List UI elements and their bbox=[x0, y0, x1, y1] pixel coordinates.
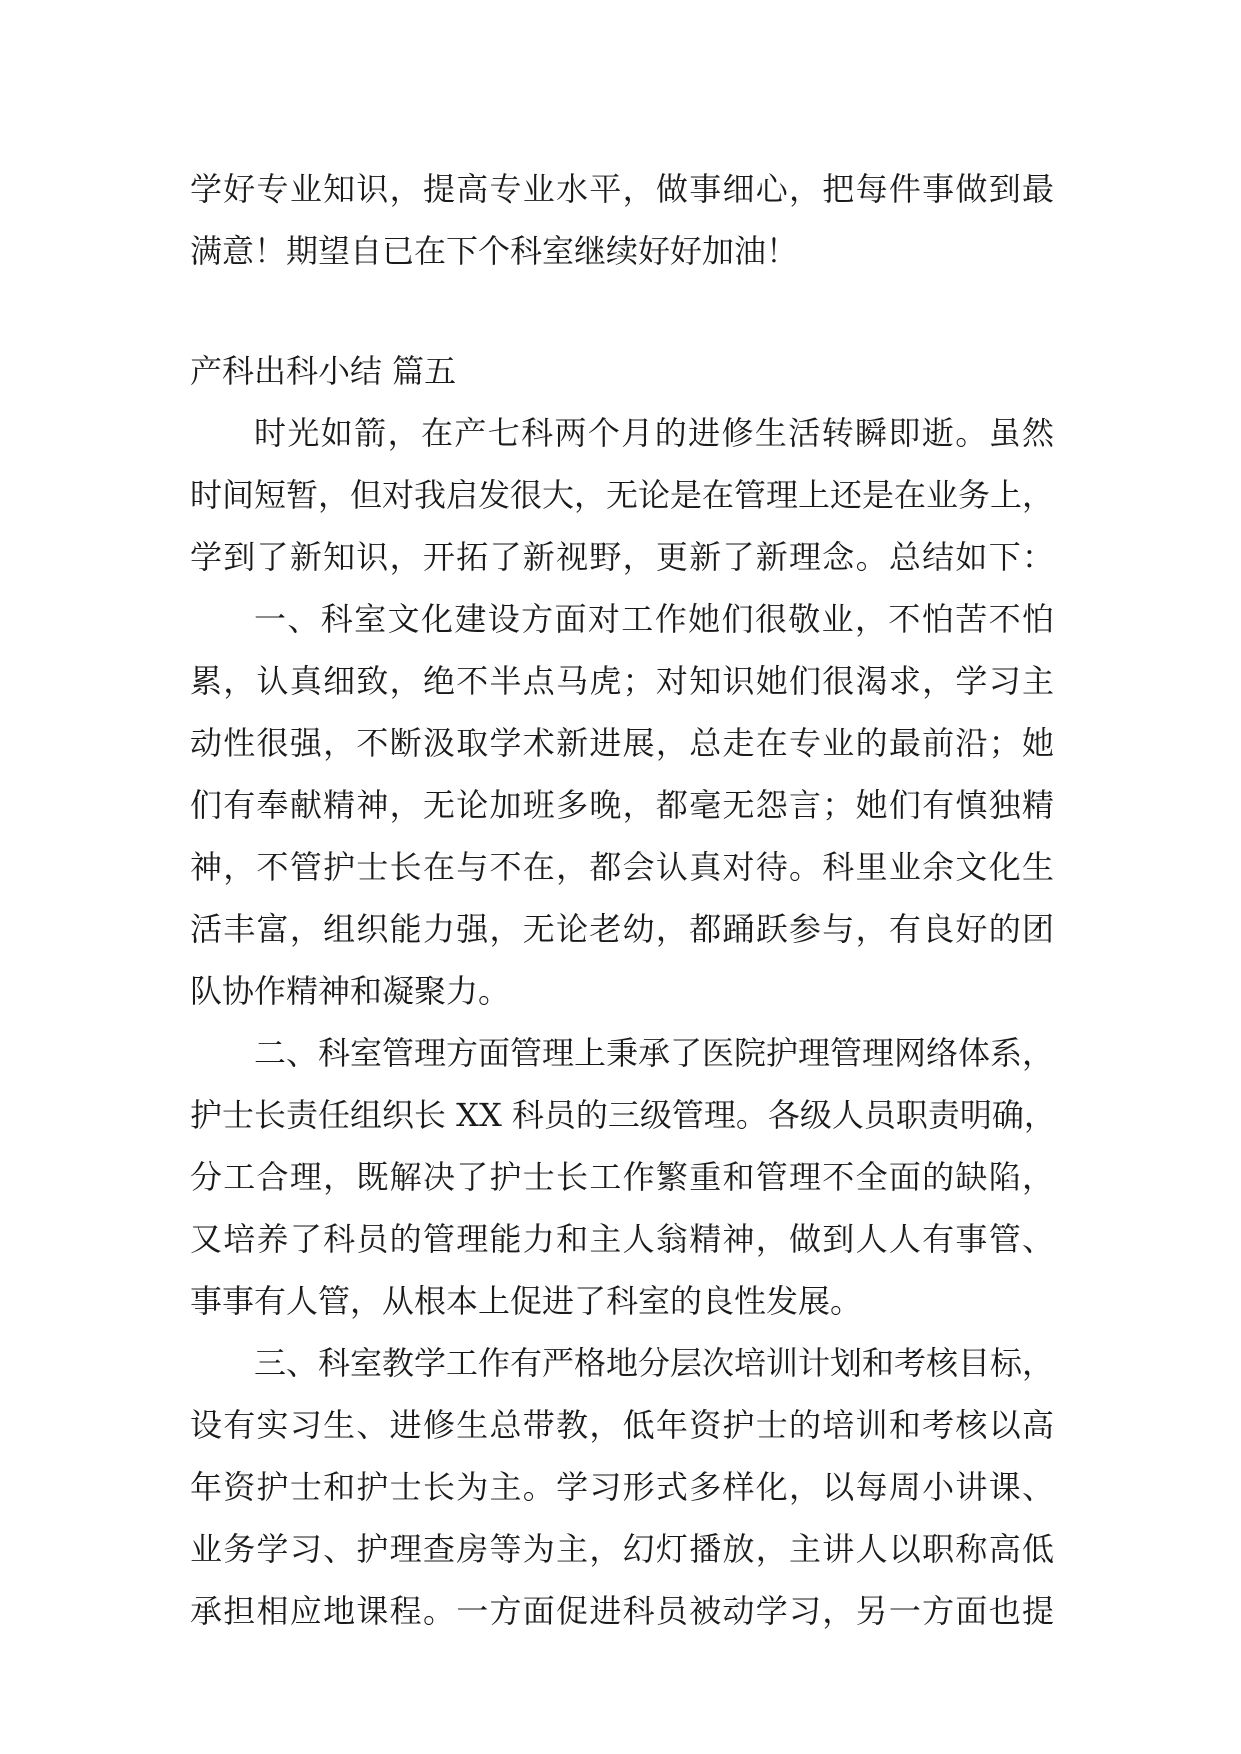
text-line: 分工合理，既解决了护士长工作繁重和管理不全面的缺陷， bbox=[190, 1158, 1054, 1196]
paragraph-3 bbox=[190, 1022, 1054, 1332]
text-line: 事事有人管，从根本上促进了科室的良性发展。 bbox=[190, 1282, 863, 1320]
text-line: 神，不管护士长在与不在，都会认真对待。科里业余文化生 bbox=[190, 848, 1054, 886]
text-line: 年资护士和护士长为主。学习形式多样化，以每周小讲课、 bbox=[190, 1468, 1054, 1506]
text-line: 时间短暂，但对我启发很大，无论是在管理上还是在业务上， bbox=[190, 476, 1055, 514]
paragraph-4 bbox=[190, 1332, 1054, 1642]
text-line: 又培养了科员的管理能力和主人翁精神，做到人人有事管、 bbox=[190, 1220, 1054, 1258]
text-line: 业务学习、护理查房等为主，幻灯播放，主讲人以职称高低 bbox=[190, 1530, 1054, 1568]
text-line: 一、科室文化建设方面对工作她们很敬业，不怕苦不怕 bbox=[254, 600, 1054, 638]
text-line: 二、科室管理方面管理上秉承了医院护理管理网络体系， bbox=[254, 1034, 1055, 1072]
text-line: 活丰富，组织能力强，无论老幼，都踊跃参与，有良好的团 bbox=[190, 910, 1054, 948]
text-line: 学好专业知识，提高专业水平，做事细心，把每件事做到最 bbox=[190, 170, 1054, 208]
intro-paragraph bbox=[190, 158, 1054, 282]
section-heading: 产科出科小结 篇五 bbox=[190, 352, 457, 390]
document-body bbox=[190, 158, 1054, 1642]
text-line: 满意！期望自已在下个科室继续好好加油！ bbox=[190, 232, 799, 270]
text-line: 设有实习生、进修生总带教，低年资护士的培训和考核以高 bbox=[190, 1406, 1054, 1444]
text-line: 们有奉献精神，无论加班多晚，都毫无怨言；她们有慎独精 bbox=[190, 786, 1054, 824]
paragraph-1 bbox=[190, 402, 1054, 588]
text-line: 时光如箭，在产七科两个月的进修生活转瞬即逝。虽然 bbox=[254, 414, 1054, 452]
paragraph-gap bbox=[190, 282, 1054, 340]
text-line: 学到了新知识，开拓了新视野，更新了新理念。总结如下： bbox=[190, 538, 1054, 576]
text-line: 队协作精神和凝聚力。 bbox=[190, 972, 511, 1010]
paragraph-2 bbox=[190, 588, 1054, 1022]
text-line: 动性很强，不断汲取学术新进展，总走在专业的最前沿；她 bbox=[190, 724, 1054, 762]
text-line: 三、科室教学工作有严格地分层次培训计划和考核目标， bbox=[254, 1344, 1055, 1382]
text-line: 承担相应地课程。一方面促进科员被动学习，另一方面也提 bbox=[190, 1592, 1054, 1630]
text-line: 护士长责任组织长 XX 科员的三级管理。各级人员职责明确， bbox=[190, 1096, 1056, 1134]
text-line: 累，认真细致，绝不半点马虎；对知识她们很渴求，学习主 bbox=[190, 662, 1054, 700]
